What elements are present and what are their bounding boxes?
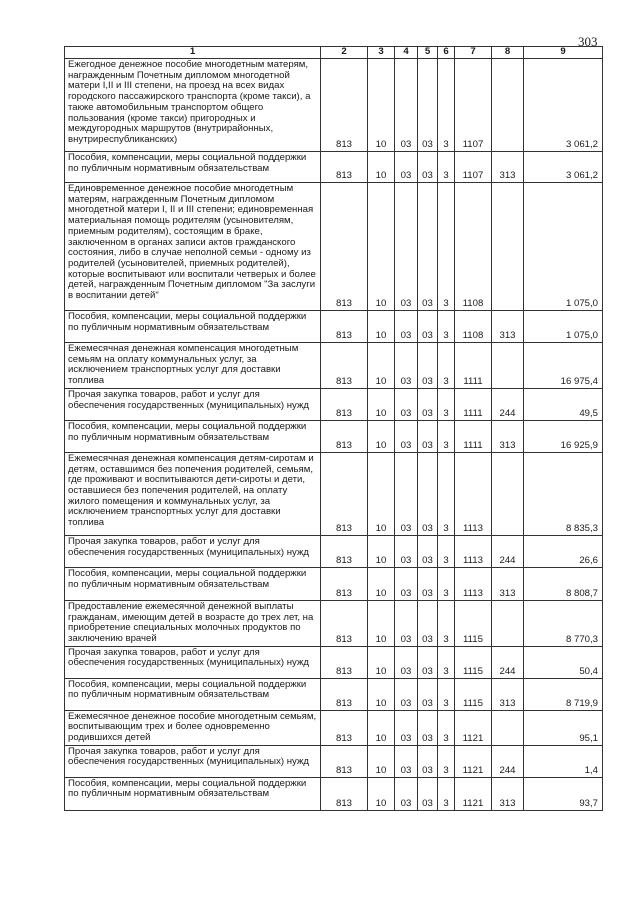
col9-amount: 8 835,3 (524, 452, 603, 535)
col2-code: 813 (321, 600, 368, 646)
table-row (65, 420, 603, 452)
col7-item: 1108 (455, 311, 492, 343)
col7-item: 1111 (455, 420, 492, 452)
col3-section: 10 (368, 452, 395, 535)
table-row (65, 567, 603, 600)
col7-item: 1121 (455, 745, 492, 777)
col8-expense-type (492, 600, 524, 646)
col5-program: 03 (418, 343, 438, 389)
col5-program: 03 (418, 678, 438, 710)
row-description: Прочая закупка товаров, работ и услуг для обеспечения государственных (муниципальных) нужд (65, 745, 321, 777)
col5-program: 03 (418, 452, 438, 535)
col2-code: 813 (321, 777, 368, 810)
col-header-6: 6 (438, 47, 455, 59)
col4-subsection: 03 (395, 343, 418, 389)
row-description: Пособия, компенсации, меры социальной поддержки по публичным нормативным обязательствам (65, 152, 321, 183)
col8-expense-type (492, 183, 524, 311)
col-header-8: 8 (492, 47, 524, 59)
col5-program: 03 (418, 745, 438, 777)
col9-amount: 93,7 (524, 777, 603, 810)
col8-expense-type: 313 (492, 678, 524, 710)
col2-code: 813 (321, 152, 368, 183)
table-row (65, 535, 603, 567)
row-description: Прочая закупка товаров, работ и услуг для обеспечения государственных (муниципальных) нужд (65, 388, 321, 420)
col6-subprogram: 3 (438, 600, 455, 646)
col7-item: 1107 (455, 59, 492, 152)
col8-expense-type: 244 (492, 745, 524, 777)
col2-code: 813 (321, 745, 368, 777)
col7-item: 1111 (455, 343, 492, 389)
col5-program: 03 (418, 710, 438, 745)
table-row (65, 745, 603, 777)
table-row (65, 646, 603, 678)
col2-code: 813 (321, 710, 368, 745)
row-description: Пособия, компенсации, меры социальной поддержки по публичным нормативным обязательствам (65, 678, 321, 710)
table-row (65, 452, 603, 535)
col9-amount: 1,4 (524, 745, 603, 777)
col5-program: 03 (418, 311, 438, 343)
col8-expense-type (492, 710, 524, 745)
col4-subsection: 03 (395, 152, 418, 183)
col7-item: 1108 (455, 183, 492, 311)
col3-section: 10 (368, 567, 395, 600)
col4-subsection: 03 (395, 600, 418, 646)
col4-subsection: 03 (395, 777, 418, 810)
col2-code: 813 (321, 343, 368, 389)
col3-section: 10 (368, 777, 395, 810)
col7-item: 1113 (455, 535, 492, 567)
col5-program: 03 (418, 388, 438, 420)
col6-subprogram: 3 (438, 311, 455, 343)
row-description: Ежемесячная денежная компенсация многодетным семьям на оплату коммунальных услуг, за исключением транспортных услуг для доставки топлива (65, 343, 321, 389)
col6-subprogram: 3 (438, 678, 455, 710)
table-row (65, 388, 603, 420)
col7-item: 1115 (455, 600, 492, 646)
col6-subprogram: 3 (438, 420, 455, 452)
col5-program: 03 (418, 535, 438, 567)
row-description: Пособия, компенсации, меры социальной поддержки по публичным нормативным обязательствам (65, 311, 321, 343)
col6-subprogram: 3 (438, 343, 455, 389)
col8-expense-type: 313 (492, 567, 524, 600)
col4-subsection: 03 (395, 452, 418, 535)
col4-subsection: 03 (395, 678, 418, 710)
row-description: Ежемесячная денежная компенсация детям-сиротам и детям, оставшимся без попечения родителей, семьям, где проживают и воспитываются дети-сироты и дети, оставшиеся без попечения родителей, на оплату жилого помещения и коммунальных услуг, за исключением транспортных услуг для доставки топлива (65, 452, 321, 535)
col5-program: 03 (418, 567, 438, 600)
col8-expense-type: 313 (492, 777, 524, 810)
col3-section: 10 (368, 420, 395, 452)
col6-subprogram: 3 (438, 183, 455, 311)
col-header-4: 4 (395, 47, 418, 59)
col3-section: 10 (368, 646, 395, 678)
col8-expense-type: 313 (492, 420, 524, 452)
row-description: Ежемесячное денежное пособие многодетным семьям, воспитывающим трех и более одновременно родившихся детей (65, 710, 321, 745)
col6-subprogram: 3 (438, 152, 455, 183)
col2-code: 813 (321, 59, 368, 152)
col9-amount: 8 719,9 (524, 678, 603, 710)
col9-amount: 50,4 (524, 646, 603, 678)
col4-subsection: 03 (395, 183, 418, 311)
col-header-9: 9 (524, 47, 603, 59)
col3-section: 10 (368, 343, 395, 389)
col4-subsection: 03 (395, 567, 418, 600)
col2-code: 813 (321, 420, 368, 452)
col2-code: 813 (321, 452, 368, 535)
col9-amount: 16 925,9 (524, 420, 603, 452)
col8-expense-type: 244 (492, 535, 524, 567)
table-body (65, 59, 603, 811)
table-row (65, 59, 603, 152)
col5-program: 03 (418, 600, 438, 646)
col4-subsection: 03 (395, 311, 418, 343)
col8-expense-type: 244 (492, 646, 524, 678)
col-header-2: 2 (321, 47, 368, 59)
col5-program: 03 (418, 420, 438, 452)
col7-item: 1113 (455, 567, 492, 600)
col3-section: 10 (368, 600, 395, 646)
table-row (65, 678, 603, 710)
col6-subprogram: 3 (438, 535, 455, 567)
col6-subprogram: 3 (438, 745, 455, 777)
table-row (65, 710, 603, 745)
col3-section: 10 (368, 311, 395, 343)
col3-section: 10 (368, 678, 395, 710)
col2-code: 813 (321, 311, 368, 343)
col2-code: 813 (321, 388, 368, 420)
budget-table (64, 46, 603, 811)
col5-program: 03 (418, 777, 438, 810)
col2-code: 813 (321, 183, 368, 311)
table-row (65, 343, 603, 389)
row-description: Ежегодное денежное пособие многодетным матерям, награжденным Почетным дипломом многодетной матери I,II и III степени, на проезд на всех видах городского пассажирского транспорта (кроме такси), а также автомобильным транспортом общего пользования (кроме такси) пригородных и междугородных маршрутов (внутрирайонных, внутриреспубликанских) (65, 59, 321, 152)
col4-subsection: 03 (395, 59, 418, 152)
row-description: Пособия, компенсации, меры социальной поддержки по публичным нормативным обязательствам (65, 567, 321, 600)
col8-expense-type: 313 (492, 311, 524, 343)
col7-item: 1113 (455, 452, 492, 535)
col3-section: 10 (368, 388, 395, 420)
table-row (65, 777, 603, 810)
col3-section: 10 (368, 183, 395, 311)
table-row (65, 183, 603, 311)
col7-item: 1107 (455, 152, 492, 183)
col9-amount: 1 075,0 (524, 311, 603, 343)
col2-code: 813 (321, 535, 368, 567)
row-description: Прочая закупка товаров, работ и услуг для обеспечения государственных (муниципальных) нужд (65, 646, 321, 678)
col6-subprogram: 3 (438, 567, 455, 600)
table-row (65, 311, 603, 343)
col5-program: 03 (418, 646, 438, 678)
col3-section: 10 (368, 745, 395, 777)
col4-subsection: 03 (395, 420, 418, 452)
table-header-row (65, 47, 603, 59)
col6-subprogram: 3 (438, 646, 455, 678)
col5-program: 03 (418, 152, 438, 183)
col2-code: 813 (321, 646, 368, 678)
col-header-7: 7 (455, 47, 492, 59)
col9-amount: 8 808,7 (524, 567, 603, 600)
col9-amount: 49,5 (524, 388, 603, 420)
col2-code: 813 (321, 567, 368, 600)
col4-subsection: 03 (395, 388, 418, 420)
col7-item: 1111 (455, 388, 492, 420)
col8-expense-type: 313 (492, 152, 524, 183)
col3-section: 10 (368, 535, 395, 567)
col3-section: 10 (368, 59, 395, 152)
col3-section: 10 (368, 152, 395, 183)
col6-subprogram: 3 (438, 777, 455, 810)
row-description: Предоставление ежемесячной денежной выплаты гражданам, имеющим детей в возрасте до трех лет, на приобретение специальных молочных продуктов по заключению врачей (65, 600, 321, 646)
col2-code: 813 (321, 678, 368, 710)
col4-subsection: 03 (395, 745, 418, 777)
col6-subprogram: 3 (438, 388, 455, 420)
col8-expense-type (492, 452, 524, 535)
col7-item: 1121 (455, 777, 492, 810)
col9-amount: 3 061,2 (524, 59, 603, 152)
col9-amount: 26,6 (524, 535, 603, 567)
row-description: Прочая закупка товаров, работ и услуг для обеспечения государственных (муниципальных) нужд (65, 535, 321, 567)
col4-subsection: 03 (395, 535, 418, 567)
col8-expense-type (492, 59, 524, 152)
col6-subprogram: 3 (438, 59, 455, 152)
page-number: 303 (578, 34, 598, 49)
col9-amount: 8 770,3 (524, 600, 603, 646)
col6-subprogram: 3 (438, 452, 455, 535)
col4-subsection: 03 (395, 646, 418, 678)
col9-amount: 3 061,2 (524, 152, 603, 183)
col7-item: 1115 (455, 646, 492, 678)
col7-item: 1121 (455, 710, 492, 745)
row-description: Единовременное денежное пособие многодетным матерям, награжденным Почетным дипломом многодетной матери I, II и III степени; единовременная материальная помощь родителям (усыновителям, приемным родителям), состоящим в браке, заключенном в органах записи актов гражданского состояния, либо в случае неполной семьи - одному из родителей (усыновителей, приемных родителей), которые воспитывают или воспитали четверых и более детей, награжденным Почетным дипломом "За заслуги в воспитании детей" (65, 183, 321, 311)
col-header-3: 3 (368, 47, 395, 59)
col-header-5: 5 (418, 47, 438, 59)
col-header-1: 1 (65, 47, 321, 59)
col6-subprogram: 3 (438, 710, 455, 745)
col9-amount: 95,1 (524, 710, 603, 745)
col7-item: 1115 (455, 678, 492, 710)
col3-section: 10 (368, 710, 395, 745)
table-row (65, 600, 603, 646)
col9-amount: 16 975,4 (524, 343, 603, 389)
col5-program: 03 (418, 59, 438, 152)
col4-subsection: 03 (395, 710, 418, 745)
col8-expense-type (492, 343, 524, 389)
col8-expense-type: 244 (492, 388, 524, 420)
col9-amount: 1 075,0 (524, 183, 603, 311)
row-description: Пособия, компенсации, меры социальной поддержки по публичным нормативным обязательствам (65, 420, 321, 452)
table-row (65, 152, 603, 183)
row-description: Пособия, компенсации, меры социальной поддержки по публичным нормативным обязательствам (65, 777, 321, 810)
col5-program: 03 (418, 183, 438, 311)
